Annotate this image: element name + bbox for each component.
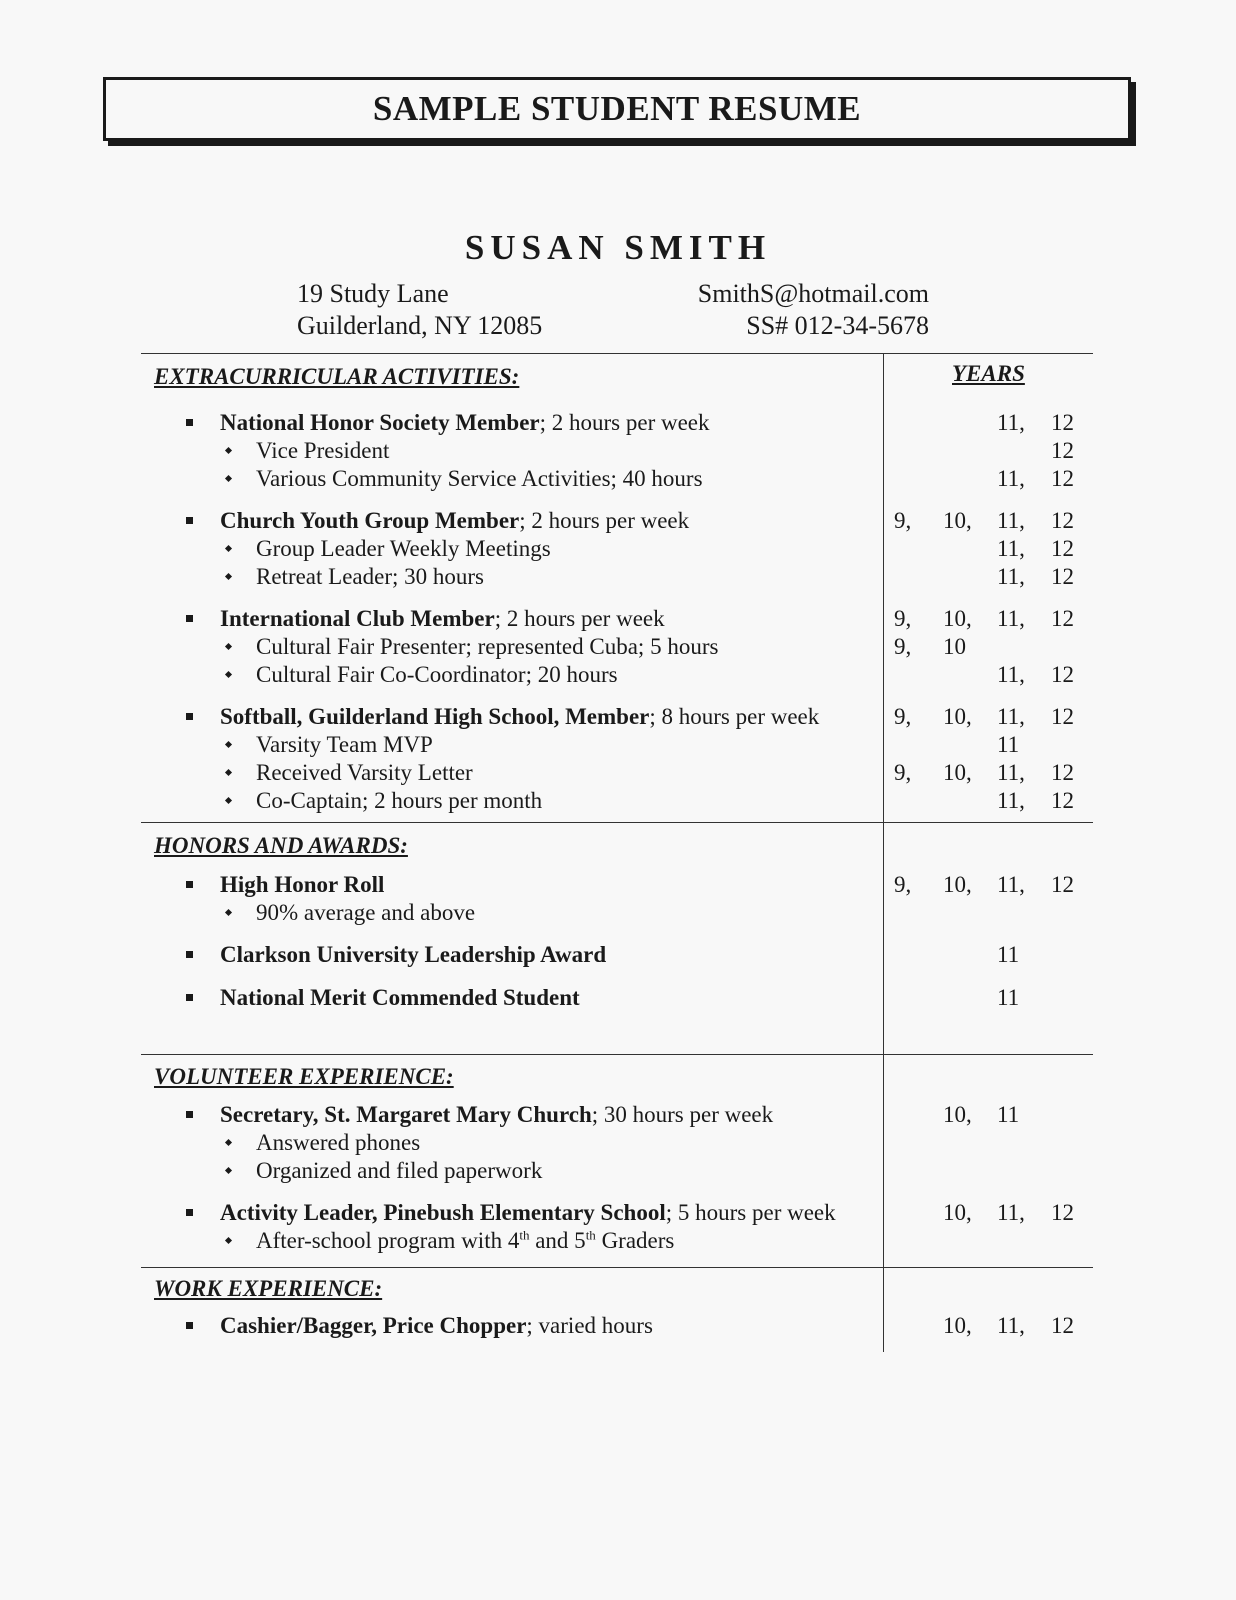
address-line-1: 19 Study Lane	[297, 279, 449, 308]
grade-year-9: 9,	[894, 704, 912, 729]
entry-title: International Club Member	[220, 606, 495, 631]
grade-year-12: 12	[1051, 438, 1074, 463]
grade-year-11: 11,	[997, 788, 1025, 813]
square-bullet-icon	[186, 1322, 193, 1329]
diamond-bullet-icon	[225, 769, 232, 776]
grade-year-11: 11	[997, 985, 1020, 1010]
entry-item	[0, 1101, 1236, 1129]
subitem-text: 90% average and above	[256, 900, 476, 925]
grade-year-11: 11	[997, 942, 1020, 967]
square-bullet-icon	[186, 1209, 193, 1216]
entry-subitem	[0, 1227, 1236, 1255]
entry-subitem	[0, 899, 1236, 927]
grade-year-12: 12	[1051, 662, 1074, 687]
grade-year-9: 9,	[894, 508, 912, 533]
grade-year-10: 10,	[943, 508, 972, 533]
subitem-text: Organized and filed paperwork	[256, 1158, 543, 1183]
grade-year-12: 12	[1051, 466, 1074, 491]
grade-year-9: 9,	[894, 760, 912, 785]
grade-year-11: 11,	[997, 508, 1025, 533]
grade-year-11: 11,	[997, 1313, 1025, 1338]
entry-detail: ; 5 hours per week	[665, 1200, 836, 1225]
grade-year-11: 11,	[997, 662, 1025, 687]
square-bullet-icon	[186, 1111, 193, 1118]
entry-title: National Merit Commended Student	[220, 985, 580, 1010]
ordinal-suffix: th	[585, 1227, 596, 1243]
grade-year-12: 12	[1051, 788, 1074, 813]
diamond-bullet-icon	[225, 1237, 232, 1244]
grade-year-12: 12	[1051, 1200, 1074, 1225]
grade-year-12: 12	[1051, 760, 1074, 785]
entry-item	[0, 507, 1236, 535]
square-bullet-icon	[186, 615, 193, 622]
entry-title: National Honor Society Member	[220, 410, 540, 435]
subitem-text-part: and 5	[529, 1228, 586, 1253]
subitem-text: Retreat Leader; 30 hours	[256, 564, 484, 589]
entry-subitem	[0, 1157, 1236, 1185]
entry-detail: ; 8 hours per week	[649, 704, 820, 729]
entry-item	[0, 1312, 1236, 1340]
social-security-number: SS# 012-34-5678	[746, 311, 929, 340]
entry-subitem	[0, 759, 1236, 787]
entry-title: Clarkson University Leadership Award	[220, 942, 607, 967]
grade-year-11: 11,	[997, 410, 1025, 435]
grade-year-9: 9,	[894, 634, 912, 659]
diamond-bullet-icon	[225, 475, 232, 482]
entry-subitem	[0, 731, 1236, 759]
grade-year-12: 12	[1051, 564, 1074, 589]
diamond-bullet-icon	[225, 447, 232, 454]
grade-year-11: 11,	[997, 606, 1025, 631]
subitem-text: Vice President	[256, 438, 390, 463]
entry-text	[220, 605, 665, 633]
grade-year-9: 9,	[894, 872, 912, 897]
entry-text	[220, 507, 689, 535]
grade-year-10: 10,	[943, 606, 972, 631]
diamond-bullet-icon	[225, 573, 232, 580]
entry-text	[220, 703, 819, 731]
entry-item	[0, 941, 1236, 969]
square-bullet-icon	[186, 419, 193, 426]
subitem-text: Cultural Fair Presenter; represented Cuba; 5 hours	[256, 634, 719, 659]
entry-subitem	[0, 535, 1236, 563]
entry-item	[0, 409, 1236, 437]
entry-title: Activity Leader, Pinebush Elementary School	[220, 1200, 666, 1225]
entry-subitem	[0, 787, 1236, 815]
entry-title: High Honor Roll	[220, 872, 385, 897]
section-divider	[141, 1267, 1093, 1268]
years-column-header: YEARS	[952, 361, 1025, 386]
grade-year-12: 12	[1051, 536, 1074, 561]
grade-year-11: 11,	[997, 704, 1025, 729]
entry-subitem	[0, 661, 1236, 689]
grade-year-11: 11	[997, 732, 1020, 757]
entry-detail: ; 2 hours per week	[539, 410, 710, 435]
square-bullet-icon	[186, 994, 193, 1001]
entry-detail: ; 30 hours per week	[591, 1102, 774, 1127]
entry-title: Secretary, St. Margaret Mary Church	[220, 1102, 592, 1127]
diamond-bullet-icon	[225, 545, 232, 552]
ordinal-suffix: th	[519, 1227, 530, 1243]
grade-year-12: 12	[1051, 704, 1074, 729]
grade-year-11: 11,	[997, 760, 1025, 785]
grade-year-11: 11,	[997, 466, 1025, 491]
entry-item	[0, 1199, 1236, 1227]
grade-year-10: 10,	[943, 872, 972, 897]
entry-text	[220, 409, 710, 437]
section-title-extracurricular: EXTRACURRICULAR ACTIVITIES:	[154, 364, 520, 389]
grade-year-10: 10,	[943, 760, 972, 785]
entry-text	[220, 1199, 836, 1227]
subitem-text: Various Community Service Activities; 40 hours	[256, 466, 703, 491]
grade-year-11: 11,	[997, 1200, 1025, 1225]
table-top-rule	[141, 353, 1093, 354]
document-title: SAMPLE STUDENT RESUME	[103, 77, 1131, 141]
entry-subitem	[0, 563, 1236, 591]
square-bullet-icon	[186, 713, 193, 720]
entry-item	[0, 984, 1236, 1012]
subitem-text	[256, 1227, 674, 1255]
section-title-work: WORK EXPERIENCE:	[154, 1276, 383, 1301]
entry-text	[220, 1312, 653, 1340]
diamond-bullet-icon	[225, 671, 232, 678]
entry-text	[220, 871, 384, 899]
entry-item	[0, 871, 1236, 899]
subitem-text: Co-Captain; 2 hours per month	[256, 788, 543, 813]
entry-text	[220, 941, 606, 969]
grade-year-10: 10,	[943, 1102, 972, 1127]
grade-year-10: 10,	[943, 1313, 972, 1338]
entry-item	[0, 703, 1236, 731]
grade-year-12: 12	[1051, 872, 1074, 897]
grade-year-11: 11,	[997, 536, 1025, 561]
grade-year-12: 12	[1051, 606, 1074, 631]
entry-text	[220, 984, 580, 1012]
address-line-2: Guilderland, NY 12085	[297, 311, 543, 340]
diamond-bullet-icon	[225, 797, 232, 804]
subitem-text: Varsity Team MVP	[256, 732, 433, 757]
section-title-volunteer: VOLUNTEER EXPERIENCE:	[154, 1064, 454, 1089]
subitem-text-part: Graders	[595, 1228, 675, 1253]
entry-title: Cashier/Bagger, Price Chopper	[220, 1313, 527, 1338]
email: SmithS@hotmail.com	[697, 279, 929, 308]
square-bullet-icon	[186, 951, 193, 958]
grade-year-11: 11,	[997, 872, 1025, 897]
grade-year-12: 12	[1051, 508, 1074, 533]
grade-year-11: 11	[997, 1102, 1020, 1127]
diamond-bullet-icon	[225, 1139, 232, 1146]
diamond-bullet-icon	[225, 741, 232, 748]
entry-detail: ; varied hours	[526, 1313, 653, 1338]
section-divider	[141, 1054, 1093, 1055]
entry-subitem	[0, 633, 1236, 661]
grade-year-11: 11,	[997, 564, 1025, 589]
entry-item	[0, 605, 1236, 633]
diamond-bullet-icon	[225, 643, 232, 650]
grade-year-10: 10,	[943, 1200, 972, 1225]
applicant-name: SUSAN SMITH	[464, 228, 772, 267]
subitem-text: Group Leader Weekly Meetings	[256, 536, 551, 561]
entry-text	[220, 1101, 773, 1129]
square-bullet-icon	[186, 881, 193, 888]
subitem-text: Cultural Fair Co-Coordinator; 20 hours	[256, 662, 618, 687]
subitem-text-part: After-school program with 4	[256, 1228, 520, 1253]
entry-subitem	[0, 437, 1236, 465]
grade-year-10: 10	[943, 634, 966, 659]
square-bullet-icon	[186, 517, 193, 524]
grade-year-12: 12	[1051, 1313, 1074, 1338]
section-title-honors: HONORS AND AWARDS:	[154, 833, 408, 858]
grade-year-9: 9,	[894, 606, 912, 631]
subitem-text: Answered phones	[256, 1130, 421, 1155]
grade-year-10: 10,	[943, 704, 972, 729]
diamond-bullet-icon	[225, 909, 232, 916]
entry-title: Softball, Guilderland High School, Member	[220, 704, 650, 729]
entry-title: Church Youth Group Member	[220, 508, 520, 533]
entry-detail: ; 2 hours per week	[494, 606, 665, 631]
entry-detail: ; 2 hours per week	[519, 508, 690, 533]
entry-subitem	[0, 1129, 1236, 1157]
subitem-text: Received Varsity Letter	[256, 760, 473, 785]
entry-subitem	[0, 465, 1236, 493]
grade-year-12: 12	[1051, 410, 1074, 435]
section-divider	[141, 822, 1093, 823]
diamond-bullet-icon	[225, 1167, 232, 1174]
